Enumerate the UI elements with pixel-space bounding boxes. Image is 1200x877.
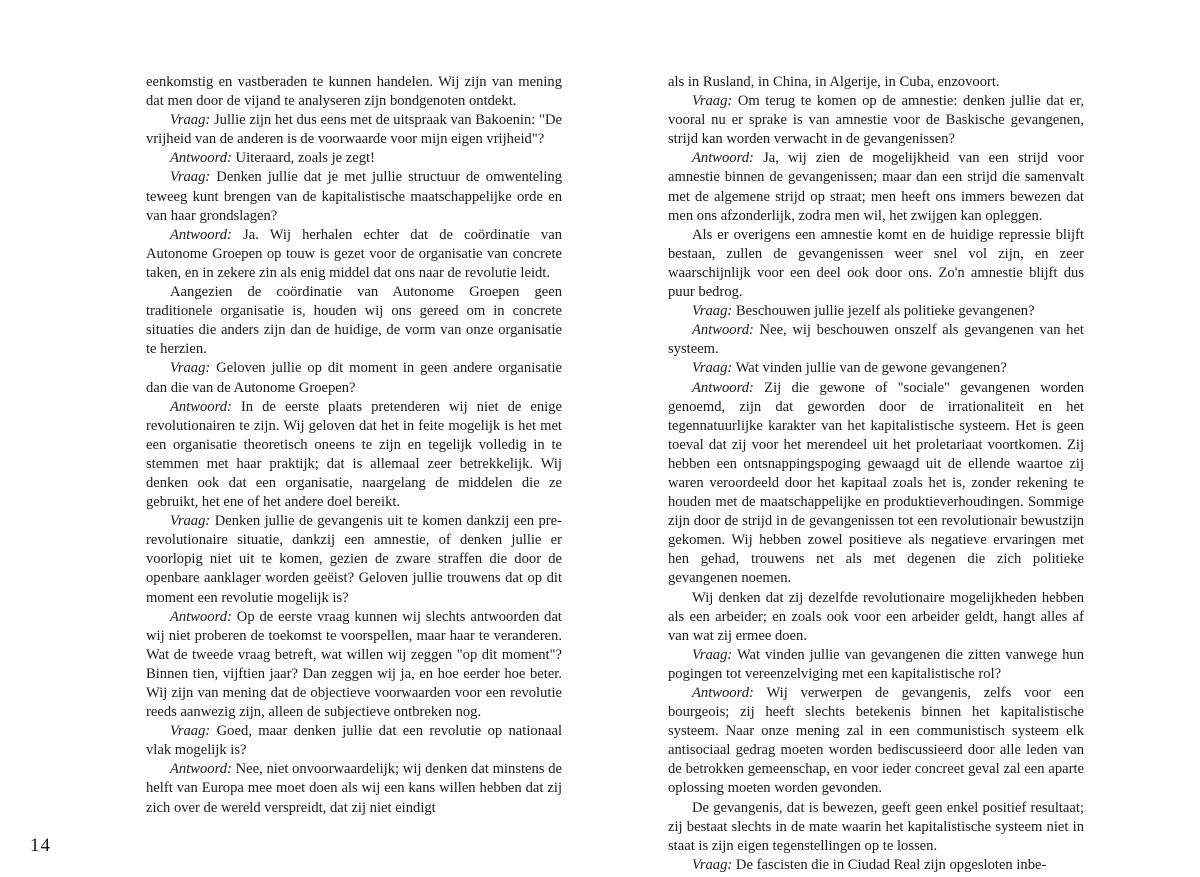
paragraph-text: Als er overigens een amnestie komt en de huidige repressie blijft bestaan, zullen de gevangenissen weer snel vol zijn, en zeer waarschijnlijk voor een deel ook door ons. Zo'n amnestie blijft dus puur bedrog. bbox=[668, 226, 1084, 301]
paragraph-text: Op de eerste vraag kunnen wij slechts antwoorden dat wij niet proberen de toekomst te voorspellen, maar haar te veranderen. Wat de tweede vraag betreft, wat willen wij zeggen "op dit moment"? Binnen tien, vijftien jaar? Dan zeggen wij ja, en hoe eerder hoe beter. Wij zijn van mening dat de objectieve voorwaarden voor een revolutie reeds aanwezig zijn, alleen de subjectieve ontbreken nog. bbox=[146, 608, 562, 721]
paragraph bbox=[146, 226, 562, 283]
paragraph bbox=[146, 512, 562, 607]
question-label: Vraag: bbox=[170, 513, 211, 530]
paragraph bbox=[668, 73, 1084, 92]
answer-label: Antwoord: bbox=[170, 150, 232, 167]
paragraph bbox=[146, 111, 562, 149]
paragraph bbox=[146, 722, 562, 760]
question-label: Vraag: bbox=[170, 360, 211, 377]
question-label: Vraag: bbox=[692, 360, 733, 377]
answer-label: Antwoord: bbox=[692, 322, 754, 339]
paragraph bbox=[146, 283, 562, 359]
paragraph-text: Jullie zijn het dus eens met de uitspraak van Bakoenin: "De vrijheid van de anderen is de voorwaarde voor mijn eigen vrijheid"? bbox=[146, 112, 562, 148]
paragraph-text: De gevangenis, dat is bewezen, geeft geen enkel positief resultaat; zij bestaat slechts in de mate waarin het kapitalistische systeem niet in staat is zijn eigen tegenstellingen op te lossen. bbox=[668, 799, 1084, 854]
paragraph-text: Ja, wij zien de mogelijkheid van een strijd voor amnestie binnen de gevangenissen; maar dan een strijd die samenvalt met de algemene strijd op straat; men heeft ons immers bewezen dat men ons afzonderlijk, zodra men wil, het zwijgen kan opleggen. bbox=[668, 150, 1084, 224]
paragraph-text: eenkomstig en vastberaden te kunnen handelen. Wij zijn van mening dat men door de vijand te analyseren zijn bondgenoten ontdekt. bbox=[146, 74, 562, 110]
paragraph bbox=[668, 684, 1084, 799]
answer-label: Antwoord: bbox=[170, 608, 232, 625]
paragraph-text: Om terug te komen op de amnestie: denken jullie dat er, vooral nu er sprake is van amnestie voor de Baskische gevangenen, strijd kan worden verwacht in de gevangenissen? bbox=[668, 93, 1084, 148]
paragraph bbox=[146, 73, 562, 111]
paragraph bbox=[668, 302, 1084, 321]
question-label: Vraag: bbox=[692, 93, 733, 110]
paragraph bbox=[668, 226, 1084, 302]
question-label: Vraag: bbox=[692, 303, 733, 320]
paragraph-text: Nee, wij beschouwen onszelf als gevangenen van het systeem. bbox=[668, 322, 1084, 358]
paragraph-text: Geloven jullie op dit moment in geen andere organisatie dan die van de Autonome Groepen? bbox=[146, 360, 562, 396]
question-label: Vraag: bbox=[692, 856, 733, 873]
paragraph-text: De fascisten die in Ciudad Real zijn opgesloten inbe- bbox=[735, 856, 1047, 873]
answer-label: Antwoord: bbox=[692, 150, 754, 167]
answer-label: Antwoord: bbox=[170, 761, 232, 778]
paragraph-text: Uiteraard, zoals je zegt! bbox=[235, 150, 375, 167]
paragraph-text: Beschouwen jullie jezelf als politieke gevangenen? bbox=[735, 303, 1035, 320]
paragraph-text: Wij verwerpen de gevangenis, zelfs voor een bourgeois; zij heeft slechts betekenis binnen het kapitalistische systeem. Naar onze mening zal in een communistisch systeem elk antisociaal gedrag moeten worden bediscussieerd door alle leden van de betrokken gemeenschap, en voor ieder concreet geval zal een aparte oplossing moeten worden gevonden. bbox=[668, 685, 1084, 797]
paragraph bbox=[668, 92, 1084, 149]
paragraph bbox=[146, 359, 562, 397]
paragraph bbox=[668, 856, 1084, 875]
paragraph bbox=[146, 168, 562, 225]
question-label: Vraag: bbox=[170, 169, 211, 186]
paragraph-text: Denken jullie dat je met jullie structuur de omwenteling teweeg kunt brengen van de kapitalistische maatschappelijke orde en van haar grondslagen? bbox=[146, 169, 562, 224]
paragraph bbox=[668, 646, 1084, 684]
paragraph-text: Wat vinden jullie van gevangenen die zitten vanwege hun pogingen tot vereenzelviging met een kapitalistische rol? bbox=[668, 646, 1084, 682]
answer-label: Antwoord: bbox=[692, 379, 754, 396]
question-label: Vraag: bbox=[170, 723, 211, 740]
paragraph-text: als in Rusland, in China, in Algerije, in Cuba, enzovoort. bbox=[668, 74, 1000, 90]
answer-label: Antwoord: bbox=[170, 226, 232, 243]
paragraph bbox=[146, 608, 562, 723]
question-label: Vraag: bbox=[692, 646, 733, 663]
answer-label: Antwoord: bbox=[170, 398, 232, 415]
paragraph-text: Aangezien de coördinatie van Autonome Groepen geen traditionele organisatie is, houden wij ons gereed om in concrete situaties die anders zijn dan de huidige, de vorm van onze organisatie te herzien. bbox=[146, 284, 562, 358]
paragraph-text: Nee, niet onvoorwaardelijk; wij denken dat minstens de helft van Europa mee moet doen als wij een kans willen hebben dat zij zich over de wereld verspreidt, dat zij niet eindigt bbox=[146, 761, 562, 816]
paragraph-text: Goed, maar denken jullie dat een revolutie op nationaal vlak mogelijk is? bbox=[146, 723, 562, 759]
paragraph-text: In de eerste plaats pretenderen wij niet de enige revolutionairen te zijn. Wij geloven dat het in feite mogelijk is het met een organisatie theoretisch oneens te zijn en tegelijk volledig in te stemmen met haar praktijk; dat is allemaal zeer betrekkelijk. Wij denken ook dat een organisatie, naargelang de middelen die ze gebruikt, het ene of het andere doel bereikt. bbox=[146, 398, 563, 511]
paragraph-text: Ja. Wij herhalen echter dat de coördinatie van Autonome Groepen op touw is gezet voor de organisatie van concrete taken, en in zekere zin als enig middel dat ons naar de revolutie leidt. bbox=[146, 226, 562, 281]
paragraph bbox=[146, 398, 562, 513]
paragraph bbox=[668, 359, 1084, 378]
paragraph-text: Wij denken dat zij dezelfde revolutionaire mogelijkheden hebben als een arbeider; en zoals ook voor een arbeider geldt, hangt alles af van wat zij ermee doen. bbox=[668, 589, 1084, 644]
paragraph bbox=[668, 321, 1084, 359]
paragraph bbox=[668, 799, 1084, 856]
right-page-column bbox=[668, 73, 1084, 875]
left-page-column bbox=[146, 73, 562, 818]
paragraph bbox=[668, 589, 1084, 646]
question-label: Vraag: bbox=[170, 112, 211, 129]
paragraph-text: Denken jullie de gevangenis uit te komen dankzij een pre-revolutionaire situatie, dankzij een amnestie, of denken jullie er voorlopig niet uit te komen, gezien de zware straffen die door de openbare aanklager worden geëist? Geloven jullie trouwens dat op dit moment een revolutie mogelijk is? bbox=[146, 513, 563, 606]
paragraph bbox=[668, 379, 1084, 589]
paragraph-text: Wat vinden jullie van de gewone gevangenen? bbox=[735, 360, 1007, 377]
page-number: 14 bbox=[30, 835, 51, 856]
paragraph bbox=[146, 760, 562, 817]
paragraph bbox=[668, 149, 1084, 225]
answer-label: Antwoord: bbox=[692, 685, 754, 701]
paragraph-text: Zij die gewone of "sociale" gevangenen worden genoemd, zijn dat geworden door de irrationaliteit en het tegennatuurlijke karakter van het kapitalistische systeem. Het is geen toeval dat zij voor het merendeel uit het proletariaat voortkomen. Zij hebben een ontsnappingspoging gewaagd uit de ellende waartoe zij waren veroordeeld door het kapitaal zoals het is, zonder rekening te houden met de maatschappelijke en produktieverhoudingen. Sommige zijn door de strijd in de gevangenissen tot een revolutionair bewustzijn gekomen. Wij hebben zowel positieve als negatieve ervaringen met hen gehad, trouwens net als met degenen die zich politieke gevangenen noemen. bbox=[668, 379, 1084, 587]
paragraph bbox=[146, 149, 562, 168]
